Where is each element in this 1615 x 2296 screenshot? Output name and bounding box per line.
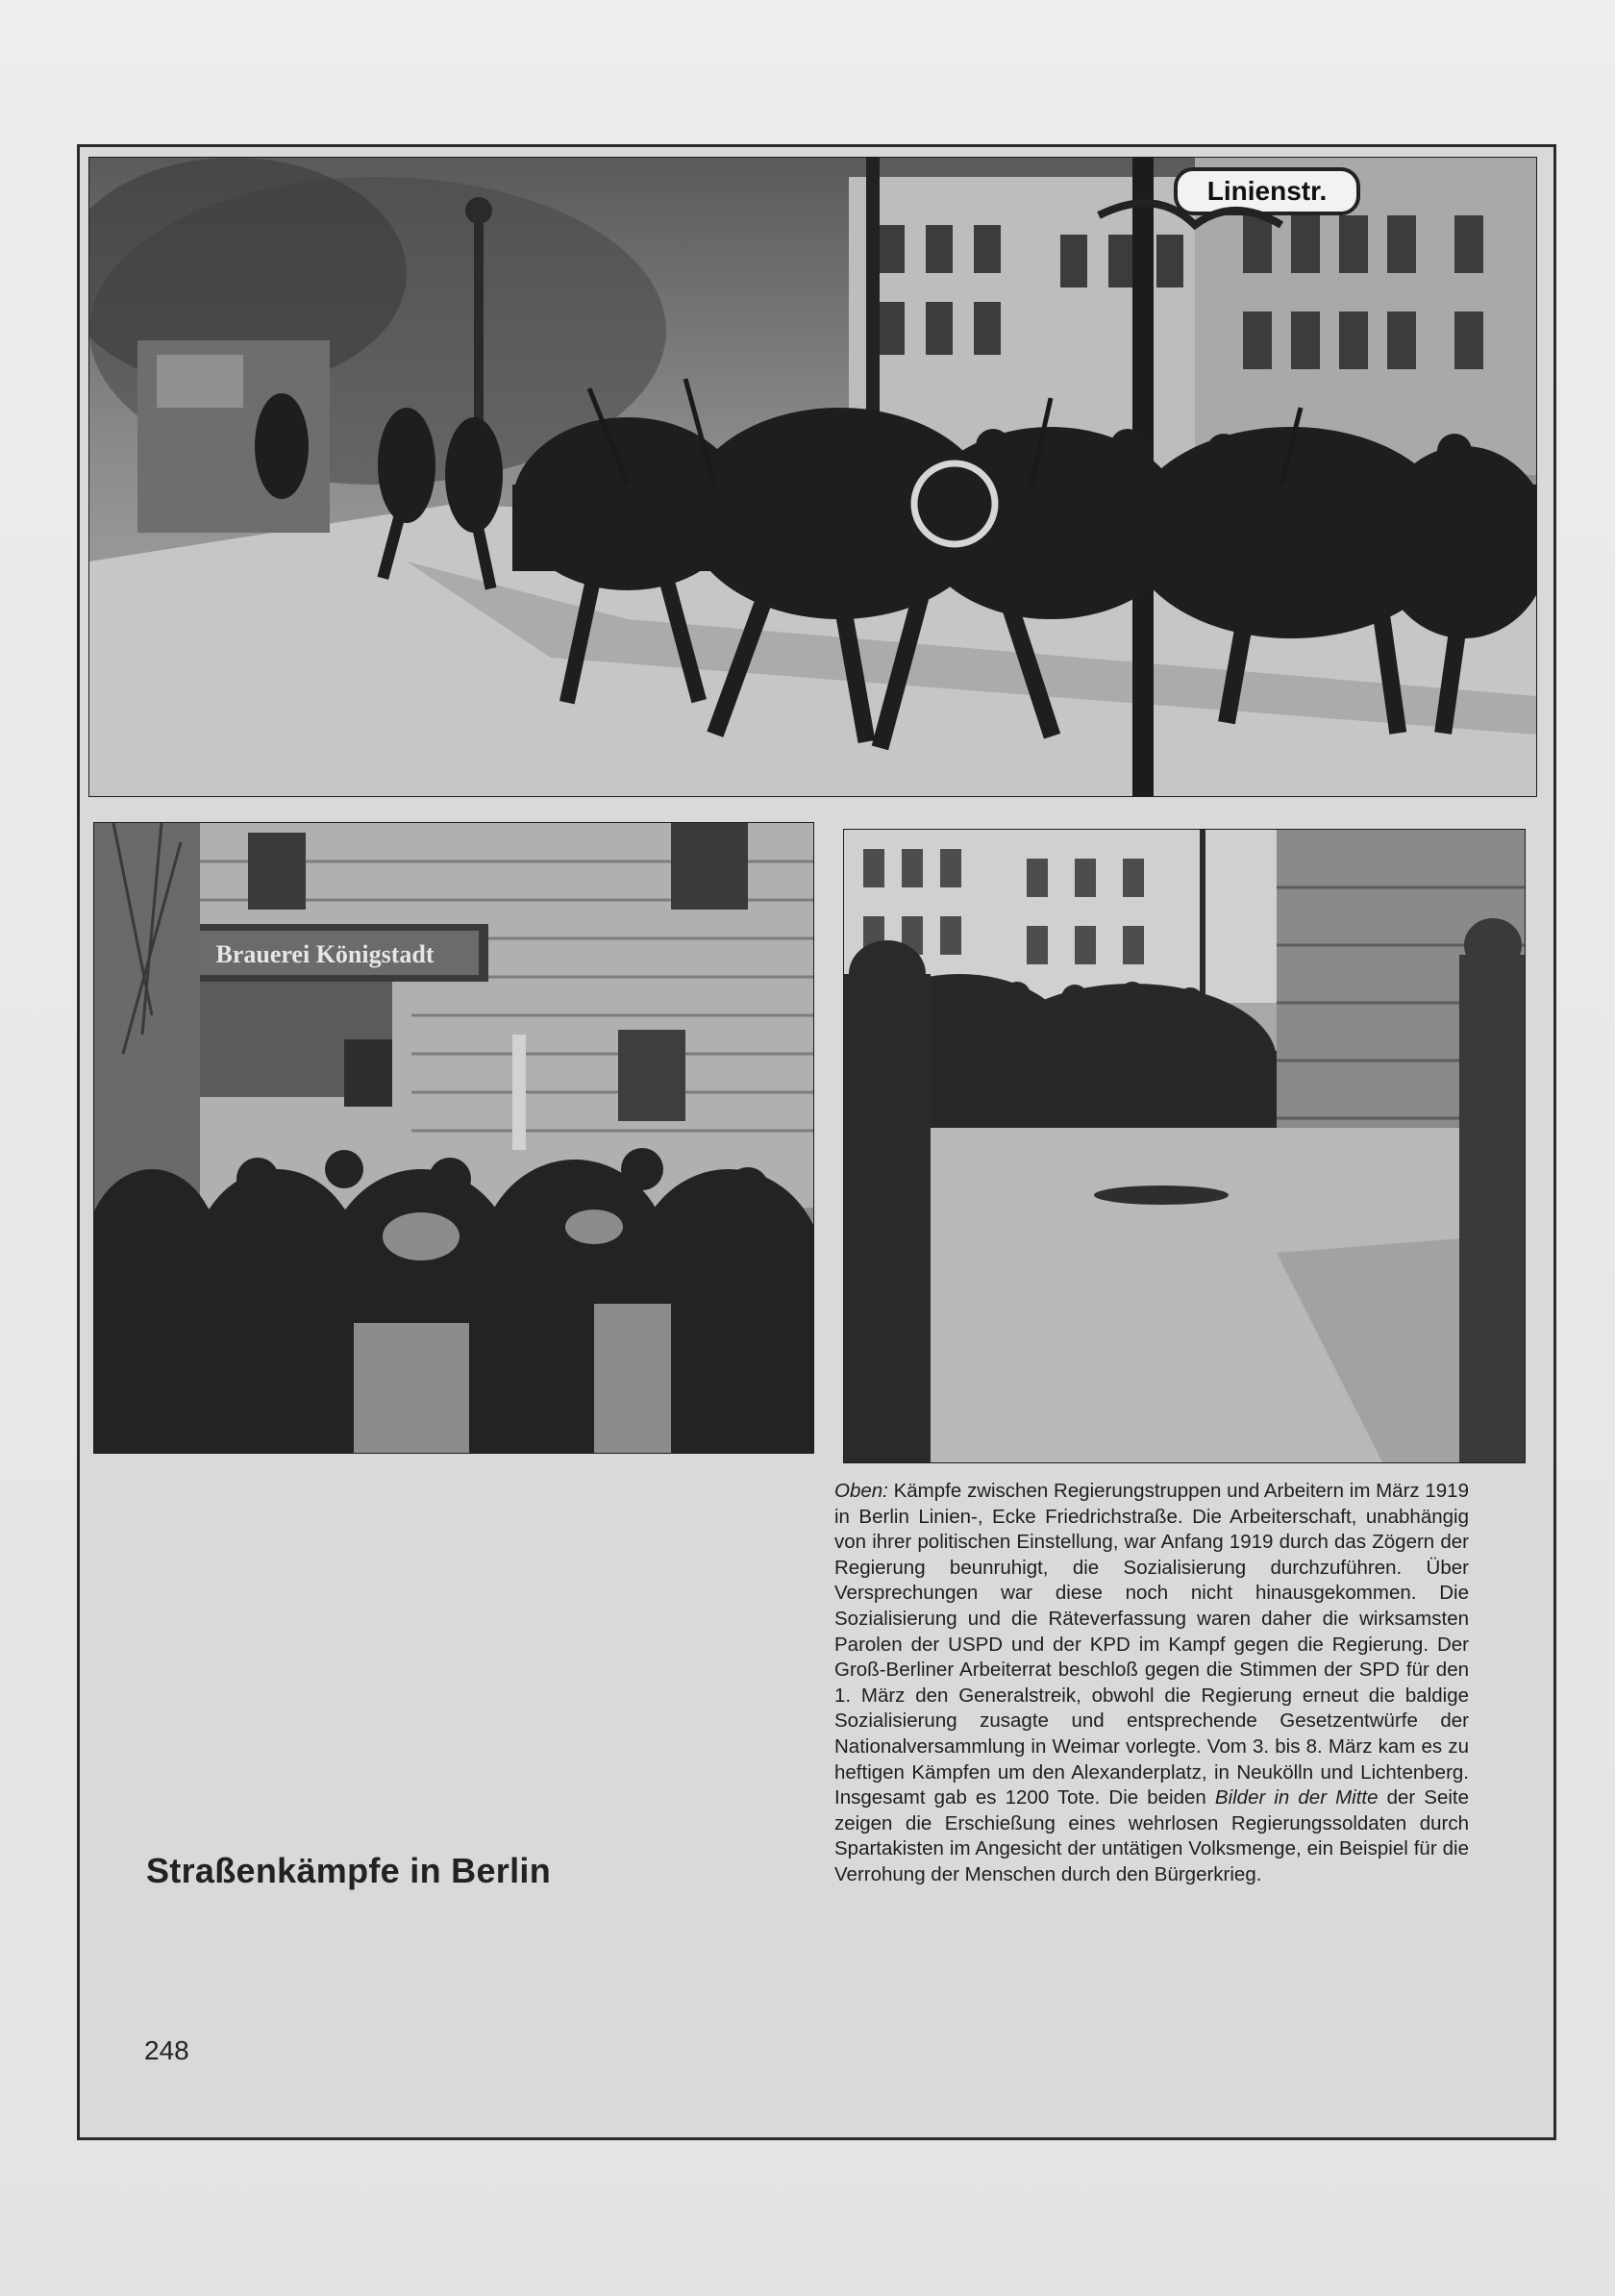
execution-scene [844,830,1525,1462]
page-number: 248 [144,2035,189,2065]
crowd-brauerei-scene [94,823,813,1453]
photo-crowd-brauerei [93,822,814,1454]
caption-text-part1: Kämpfe zwischen Regierungstruppen und Arbeitern im März 1919 in Berlin Linien-, Ecke Friedrichstraße. Die Arbeiterschaft, unabhängig von ihrer politischen Einstellung, war Anfang 1919 durch das Zögern der Regierung beunruhigt, die Sozialisierung durchzuführen. Über Versprechungen war diese noch nicht hinausgekommen. Die Sozialisierung und die Räteverfassung waren daher die wirksamsten Parolen der USPD und der KPD im Kampf gegen die Regierung. Der Groß-Berliner Arbeiterrat beschloß gegen die Stimmen der SPD für den 1. März den Generalstreik, obwohl die Regierung erneut die baldige Sozialisierung zusagte und entsprechende Gesetzentwürfe der Nationalversammlung in Weimar vorlegte. Vom 3. bis 8. März kam es zu heftigen Kämpfen um den Alexanderplatz, in Neukölln und Lichtenberg. Insgesamt gab es 1200 Tote. Die beiden [834,1480,1475,1809]
shop-sign-text: Brauerei Königstadt [215,940,435,968]
photo-execution-scene [843,829,1526,1463]
caption-mid-emphasis: Bilder in der Mitte [1214,1786,1379,1809]
photo-street-fighting [88,157,1537,797]
street-sign-text: Linienstr. [1206,176,1328,206]
street-fighting-scene [89,158,1536,796]
caption-lead: Oben: [834,1480,888,1502]
page-title: Straßenkämpfe in Berlin [146,1851,552,1890]
photo-caption [834,1479,1475,1888]
caption-text-part2: der Seite zeigen die Erschießung eines wehrlosen Regierungssoldaten durch Spartakisten im Angesicht der untätigen Volksmenge, ein Beispiel für die Verrohung der Menschen durch den Bürgerkrieg. [834,1786,1475,1885]
